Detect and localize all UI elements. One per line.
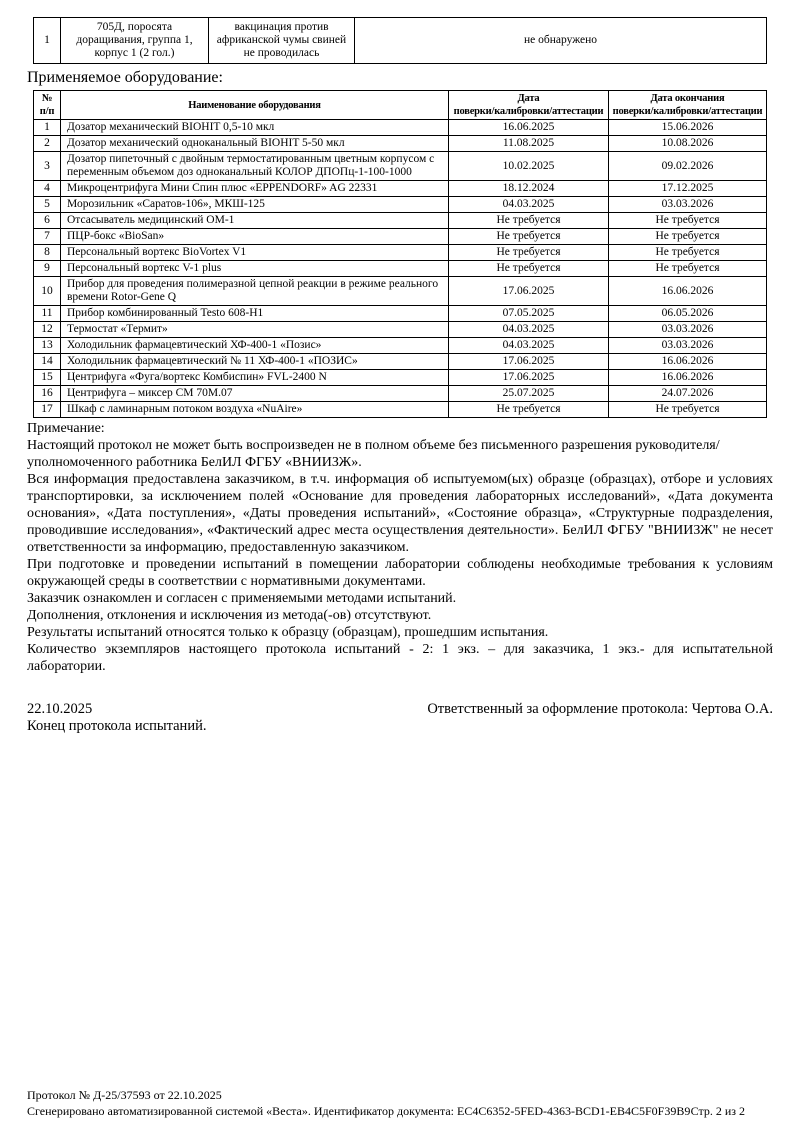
footer-generated-info: Сгенерировано автоматизированной системой «Веста». Идентификатор документа: EC4C6352-5FED-4363-BCD1-EB4C5F0F39B9: [27, 1103, 691, 1118]
equipment-row: [34, 402, 767, 418]
equipment-name: Персональный вортекс BioVortex V1: [61, 245, 449, 261]
column-header-date-end: [609, 91, 767, 120]
equipment-name: Микроцентрифуга Мини Спин плюс «EPPENDORF» AG 22331: [61, 181, 449, 197]
equipment-calibration-end-date: Не требуется: [609, 402, 767, 418]
equipment-calibration-end-date: Не требуется: [609, 229, 767, 245]
equipment-calibration-date: 16.06.2025: [449, 120, 609, 136]
equipment-calibration-end-date: 16.06.2026: [609, 370, 767, 386]
equipment-calibration-end-date: 06.05.2026: [609, 306, 767, 322]
equipment-name: Персональный вортекс V-1 plus: [61, 261, 449, 277]
equipment-name: Центрифуга – миксер СМ 70М.07: [61, 386, 449, 402]
column-header-date-end-line1: Дата окончания: [650, 93, 725, 104]
equipment-name: Дозатор механический BIOHIT 0,5-10 мкл: [61, 120, 449, 136]
equipment-row-number: 16: [34, 386, 61, 402]
equipment-calibration-end-date: 03.03.2026: [609, 197, 767, 213]
equipment-name: Дозатор пипеточный с двойным термостатированным цветным корпусом с переменным объемом доз одноканальный КОЛОР ДПОПц-1-100-1000: [61, 152, 449, 181]
equipment-calibration-end-date: 16.06.2026: [609, 354, 767, 370]
equipment-name: Морозильник «Саратов-106», МКШ-125: [61, 197, 449, 213]
result-vaccination-info: вакцинация против африканской чумы свиней не проводилась: [209, 18, 355, 64]
equipment-calibration-date: 07.05.2025: [449, 306, 609, 322]
equipment-calibration-end-date: Не требуется: [609, 261, 767, 277]
equipment-row: [34, 370, 767, 386]
results-table: [33, 17, 767, 64]
column-header-date: [449, 91, 609, 120]
equipment-row-number: 9: [34, 261, 61, 277]
equipment-name: Прибор для проведения полимеразной цепной реакции в режиме реального времени Rotor-Gene Q: [61, 277, 449, 306]
protocol-end-line: Конец протокола испытаний.: [27, 718, 207, 734]
equipment-row-number: 17: [34, 402, 61, 418]
equipment-row-number: 3: [34, 152, 61, 181]
column-header-date-line1: Дата: [517, 93, 540, 104]
signature-row: [27, 701, 773, 718]
equipment-row-number: 13: [34, 338, 61, 354]
equipment-row: [34, 152, 767, 181]
equipment-heading: Применяемое оборудование:: [27, 69, 223, 86]
equipment-row: [34, 386, 767, 402]
equipment-row-number: 12: [34, 322, 61, 338]
equipment-row: [34, 136, 767, 152]
footer-page-number: Стр. 2 из 2: [690, 1103, 745, 1118]
equipment-row: [34, 213, 767, 229]
equipment-name: Центрифуга «Фуга/вортекс Комбиспин» FVL-2400 N: [61, 370, 449, 386]
equipment-row: [34, 245, 767, 261]
notes-section: [27, 420, 773, 675]
equipment-calibration-date: 10.02.2025: [449, 152, 609, 181]
equipment-calibration-end-date: 03.03.2026: [609, 338, 767, 354]
page-footer: [27, 1088, 745, 1119]
equipment-row-number: 15: [34, 370, 61, 386]
equipment-calibration-date: 18.12.2024: [449, 181, 609, 197]
note-paragraph: Дополнения, отклонения и исключения из метода(-ов) отсутствуют.: [27, 608, 432, 623]
equipment-calibration-date: 11.08.2025: [449, 136, 609, 152]
responsible-person: Ответственный за оформление протокола: Чертова О.А.: [427, 701, 773, 717]
equipment-calibration-end-date: 09.02.2026: [609, 152, 767, 181]
equipment-row-number: 14: [34, 354, 61, 370]
equipment-row-number: 1: [34, 120, 61, 136]
column-header-num-line1: №: [41, 93, 53, 104]
equipment-header-row: [34, 91, 767, 120]
equipment-calibration-date: Не требуется: [449, 229, 609, 245]
equipment-row-number: 8: [34, 245, 61, 261]
equipment-calibration-end-date: 10.08.2026: [609, 136, 767, 152]
equipment-calibration-date: 17.06.2025: [449, 354, 609, 370]
equipment-name: Холодильник фармацевтический № 11 ХФ-400-1 «ПОЗИС»: [61, 354, 449, 370]
result-row-number: 1: [34, 18, 61, 64]
equipment-row-number: 10: [34, 277, 61, 306]
equipment-calibration-date: 25.07.2025: [449, 386, 609, 402]
equipment-row-number: 11: [34, 306, 61, 322]
equipment-row-number: 6: [34, 213, 61, 229]
equipment-row-number: 4: [34, 181, 61, 197]
equipment-row: [34, 322, 767, 338]
equipment-row: [34, 229, 767, 245]
equipment-calibration-date: 04.03.2025: [449, 322, 609, 338]
note-paragraph: Количество экземпляров настоящего протокола испытаний - 2: 1 экз. – для заказчика, 1 экз.- для испытательной лаборатории.: [27, 642, 773, 674]
note-paragraph: Заказчик ознакомлен и согласен с применяемыми методами испытаний.: [27, 591, 457, 606]
equipment-name: ПЦР-бокс «BioSan»: [61, 229, 449, 245]
equipment-calibration-date: Не требуется: [449, 261, 609, 277]
equipment-row: [34, 181, 767, 197]
equipment-calibration-end-date: Не требуется: [609, 245, 767, 261]
footer-protocol-number: Протокол № Д-25/37593 от 22.10.2025: [27, 1088, 222, 1102]
footer-second-line: [27, 1104, 745, 1120]
column-header-num: [34, 91, 61, 120]
equipment-name: Шкаф с ламинарным потоком воздуха «NuAire»: [61, 402, 449, 418]
notes-heading: Примечание:: [27, 421, 105, 436]
equipment-calibration-date: 04.03.2025: [449, 338, 609, 354]
column-header-num-line2: п/п: [39, 106, 55, 117]
equipment-row-number: 7: [34, 229, 61, 245]
equipment-row: [34, 120, 767, 136]
equipment-calibration-date: 04.03.2025: [449, 197, 609, 213]
equipment-row: [34, 197, 767, 213]
equipment-calibration-end-date: 24.07.2026: [609, 386, 767, 402]
column-header-name: Наименование оборудования: [61, 91, 449, 120]
equipment-row: [34, 306, 767, 322]
equipment-row-number: 5: [34, 197, 61, 213]
equipment-table: [33, 90, 767, 418]
equipment-calibration-date: Не требуется: [449, 402, 609, 418]
equipment-calibration-end-date: 16.06.2026: [609, 277, 767, 306]
equipment-calibration-end-date: 15.06.2026: [609, 120, 767, 136]
result-sample-description: 705Д, поросята доращивания, группа 1, корпус 1 (2 гол.): [61, 18, 209, 64]
equipment-calibration-end-date: Не требуется: [609, 213, 767, 229]
note-paragraph: Результаты испытаний относятся только к образцу (образцам), прошедшим испытания.: [27, 625, 549, 640]
equipment-row: [34, 261, 767, 277]
protocol-date: 22.10.2025: [27, 701, 93, 717]
equipment-name: Дозатор механический одноканальный BIOHIT 5-50 мкл: [61, 136, 449, 152]
equipment-name: Отсасыватель медицинский ОМ-1: [61, 213, 449, 229]
equipment-name: Прибор комбинированный Testo 608-H1: [61, 306, 449, 322]
equipment-calibration-date: 17.06.2025: [449, 370, 609, 386]
result-row: [34, 18, 767, 64]
column-header-date-end-line2: поверки/калибровки/аттестации: [612, 106, 763, 117]
equipment-name: Холодильник фармацевтический ХФ-400-1 «Позис»: [61, 338, 449, 354]
equipment-row: [34, 277, 767, 306]
equipment-row: [34, 354, 767, 370]
equipment-row: [34, 338, 767, 354]
note-paragraph: Настоящий протокол не может быть воспроизведен не в полном объеме без письменного разрешения руководителя/уполномоченного работника БелИЛ ФГБУ «ВНИИЗЖ».: [27, 438, 720, 470]
result-value: не обнаружено: [355, 18, 767, 64]
equipment-calibration-date: Не требуется: [449, 213, 609, 229]
equipment-row-number: 2: [34, 136, 61, 152]
equipment-calibration-end-date: 17.12.2025: [609, 181, 767, 197]
equipment-calibration-date: Не требуется: [449, 245, 609, 261]
equipment-name: Термостат «Термит»: [61, 322, 449, 338]
column-header-date-line2: поверки/калибровки/аттестации: [453, 106, 604, 117]
equipment-calibration-end-date: 03.03.2026: [609, 322, 767, 338]
equipment-calibration-date: 17.06.2025: [449, 277, 609, 306]
note-paragraph: При подготовке и проведении испытаний в помещении лаборатории соблюдены необходимые требования к условиям окружающей среды в соответствии с нормативными документами.: [27, 557, 773, 589]
note-paragraph: Вся информация предоставлена заказчиком, в т.ч. информация об испытуемом(ых) образце (образцах), отборе и условиях транспортировки, за исключением полей «Основание для проведения лабораторных исследований», «Дата документа основания», «Дата поступления», «Даты проведения испытаний», «Состояние образца», «Структурные подразделения, проводившие исследования», «Фактический адрес места осуществления деятельности». БелИЛ ФГБУ "ВНИИЗЖ" не несет ответственности за информацию, предоставленную заказчиком.: [27, 472, 773, 555]
